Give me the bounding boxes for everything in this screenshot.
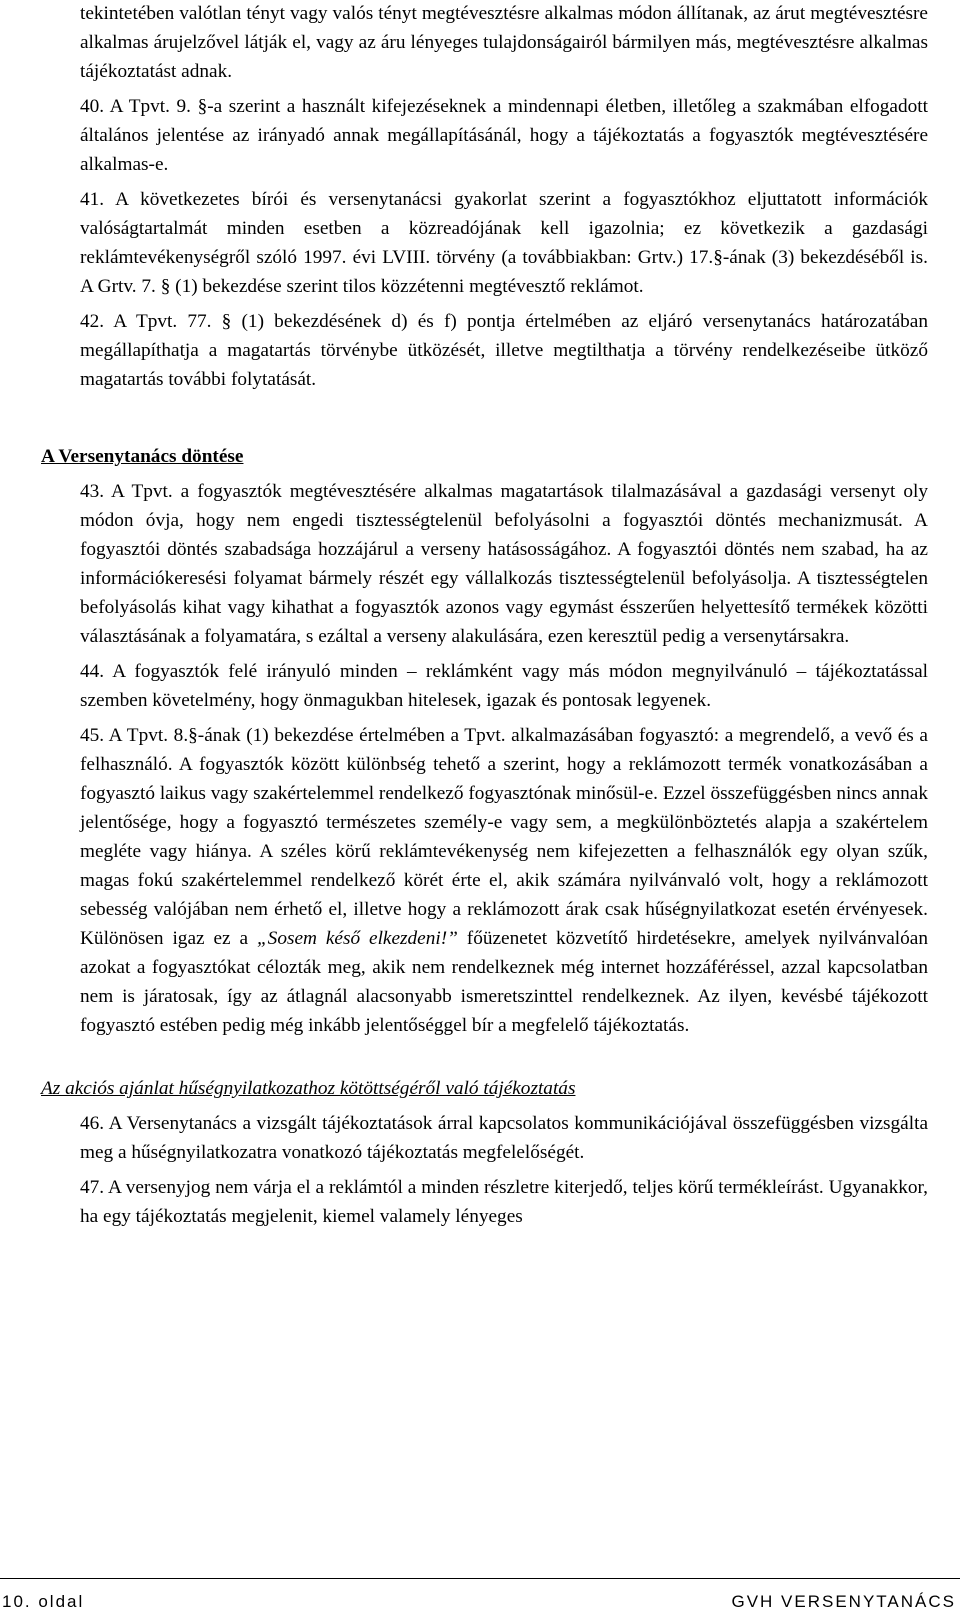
- paragraph-41: 41. A következetes bírói és versenytanácsi gyakorlat szerint a fogyasztókhoz eljuttatott információk valóságtartalmát minden esetben a közreadójának kell igazolnia; ez következik a gazdasági reklámtevékenységről szóló 1997. évi LVIII. törvény (a továbbiakban: Grtv.) 17.§-ának (3) bekezdéséből is. A Grtv. 7. § (1) bekezdése szerint tilos közzétenni megtévesztő reklámot.: [80, 189, 928, 297]
- paragraph-39-tail: tekintetében valótlan tényt vagy valós tényt megtévesztésre alkalmas módon állítanak, az árut megtévesztésre alkalmas árujelzővel látják el, vagy az áru lényeges tulajdonságairól bármilyen más, megtévesztésre alkalmas tájékoztatást adnak.: [80, 3, 928, 82]
- paragraph-45-part-1: 45. A Tpvt. 8.§-ának (1) bekezdése értelmében a Tpvt. alkalmazásában fogyasztó: a megrendelő, a vevő és a felhasználó. A fogyasztók között különbség tehető a szerint, hogy a reklámozott termék vonatkozásában a fogyasztó laikus vagy szakértelemmel rendelkező fogyasztónak minősül-e. Ezzel összefüggésben nincs annak jelentősége, hogy a fogyasztó természetes személy-e vagy sem, a megkülönböztetés alapja a szakértelem megléte vagy hiánya. A széles körű reklámtevékenység nem kifejezetten a felhasználók egy olyan szűk, magas fokú szakértelemmel rendelkező körét érte el, akik számára nyilvánvaló volt, hogy a reklámozott sebesség valójában nem érhető el, illetve hogy a reklámozott árak csak hűségnyilatkozat esetén érvényesek. Különösen igaz ez a: [80, 725, 928, 949]
- section-heading-versenytanacs-dontese: A Versenytanács döntése: [41, 446, 244, 467]
- paragraph-46: 46. A Versenytanács a vizsgált tájékoztatások árral kapcsolatos kommunikációjával összefüggésben vizsgálta meg a hűségnyilatkozatra vonatkozó tájékoztatás megfelelőségét.: [80, 1113, 928, 1163]
- paragraph-47: 47. A versenyjog nem várja el a reklámtól a minden részletre kiterjedő, teljes körű termékleírást. Ugyanakkor, ha egy tájékoztatás megjelenit, kiemel valamely lényeges: [80, 1177, 928, 1227]
- paragraph-45-part-2: főüzenetet közvetítő hirdetésekre, amelyek nyilvánvalóan azokat a fogyasztókat célozták meg, akik nem rendelkeznek még internet hozzáféréssel, azzal kapcsolatban nem is járatosak, így az átlagnál alacsonyabb ismeretszinttel rendelkeznek. Az ilyen, kevésbé tájékozott fogyasztó estében pedig még inkább jelentőséggel bír a megfelelő tájékoztatás.: [80, 928, 929, 1036]
- subsection-heading-husegnyilatkozat: Az akciós ajánlat hűségnyilatkozathoz kötöttségéről való tájékoztatás: [41, 1078, 576, 1099]
- paragraph-44: 44. A fogyasztók felé irányuló minden – reklámként vagy más módon megnyilvánuló – tájékoztatással szemben követelmény, hogy önmagukban hitelesek, igazak és pontosak legyenek.: [80, 661, 928, 711]
- page-content: [41, 0, 929, 1231]
- paragraph-45-quote: „Sosem késő elkezdeni!”: [256, 928, 458, 949]
- paragraph-45: [80, 721, 928, 1040]
- footer-divider: [0, 1578, 960, 1579]
- paragraph-42: 42. A Tpvt. 77. § (1) bekezdésének d) és f) pontja értelmében az eljáró versenytanács határozatában megállapíthatja a magatartás törvénybe ütközését, illetve megtilthatja a törvény rendelkezéseibe ütköző magatartás további folytatását.: [80, 311, 928, 390]
- footer-organization: GVH VERSENYTANÁCS: [731, 1592, 956, 1611]
- paragraph-40: 40. A Tpvt. 9. §-a szerint a használt kifejezéseknek a mindennapi életben, illetőleg a szakmában elfogadott általános jelentése az irányadó annak megállapításánál, hogy a tájékoztatás a fogyasztók megtévesztésére alkalmas-e.: [80, 96, 928, 175]
- page-footer: [0, 1591, 960, 1613]
- paragraph-43: 43. A Tpvt. a fogyasztók megtévesztésére alkalmas magatartások tilalmazásával a gazdasági versenyt oly módon óvja, hogy nem engedi tisztességtelenül befolyásolni a fogyasztói döntés mechanizmusát. A fogyasztói döntés szabadsága hozzájárul a verseny hatásosságához. A fogyasztói döntés nem szabad, ha az információkeresési folyamat bármely részét egy vállalkozás tisztességtelenül befolyásolja. A tisztességtelen befolyásolás kihat vagy kihathat a fogyasztók azonos vagy egymást ésszerűen helyettesítő termékek közötti választásának a folyamatára, s ezáltal a verseny alakulására, ezen keresztül pedig a versenytársakra.: [80, 481, 928, 647]
- footer-page-number: 10. oldal: [2, 1592, 85, 1611]
